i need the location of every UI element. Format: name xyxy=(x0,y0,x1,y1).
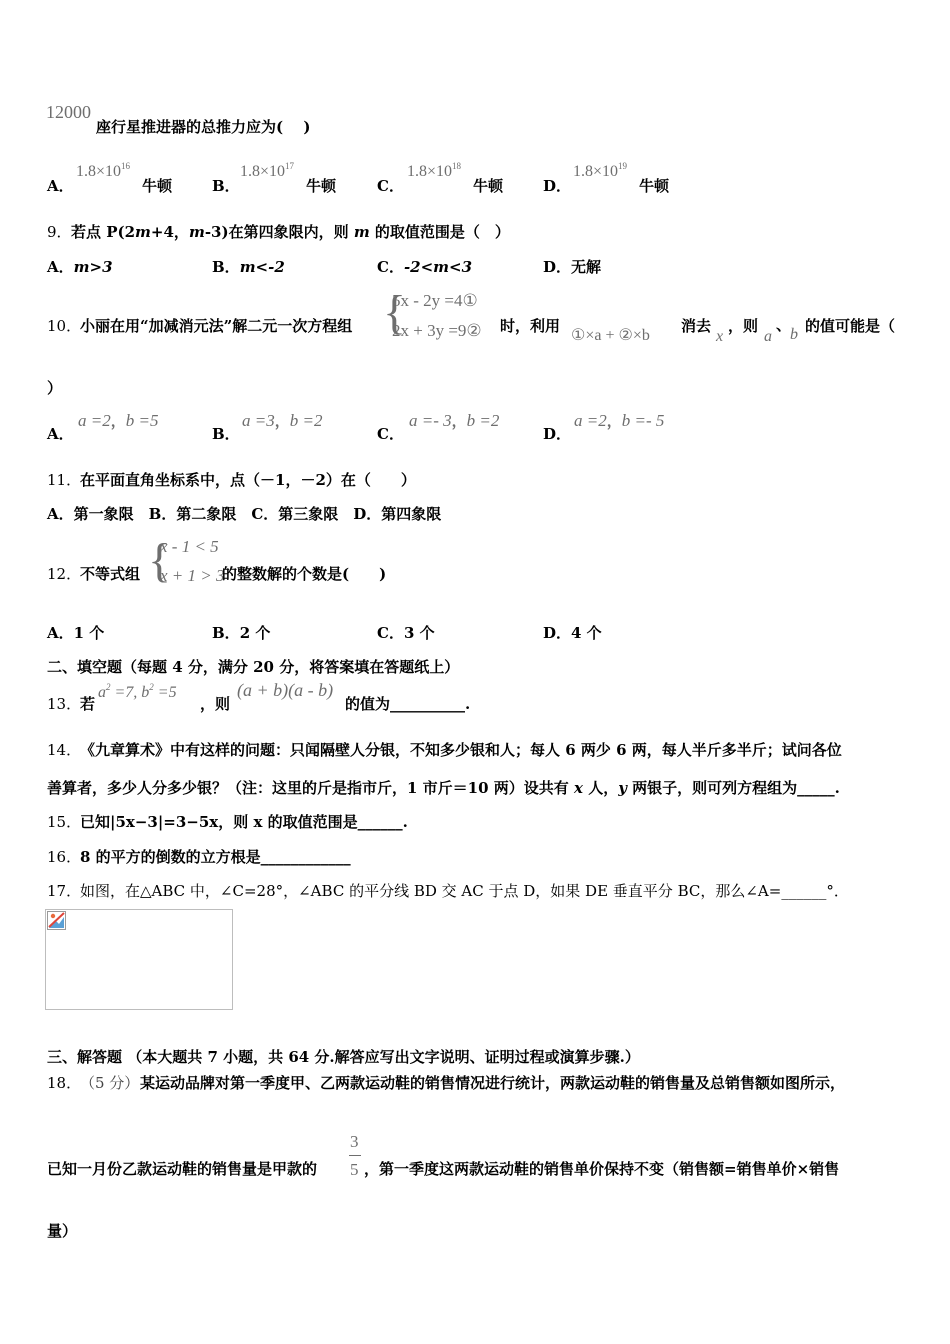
q12-inequality-1: x - 1 < 5 xyxy=(160,537,219,556)
q8-option-b-label: B． xyxy=(212,177,240,195)
q12-number: 12． xyxy=(47,565,82,583)
q14-line-1: 《九章算术》中有这样的问题：只闻隔壁人分银，不知多少银和人；每人 6 两少 6 两，每人半斤多半斤；试问各位 xyxy=(80,741,842,759)
q10-text-shiliyong: 时，利用 xyxy=(500,317,561,335)
q10-var-a: a xyxy=(764,328,772,345)
q10-number: 10． xyxy=(47,317,82,335)
q8-option-a-label: A． xyxy=(47,177,74,195)
q10-text-xiaoqu: 消去 xyxy=(681,317,712,335)
q9-number: 9． xyxy=(47,223,72,241)
q15-number: 15． xyxy=(47,813,82,831)
q10-option-c-label: C． xyxy=(377,425,404,443)
q9-option-c: C．-2<m<3 xyxy=(377,258,473,276)
q10-expression: ①×a + ②×b xyxy=(571,327,650,344)
q11-question-text: 在平面直角坐标系中，点（－1，－2）在（ ） xyxy=(80,471,416,489)
q18-fraction-denominator: 5 xyxy=(350,1160,359,1179)
q8-number: 12000 xyxy=(46,102,91,122)
q14-line-2: 善算者，多少人分多少银？（注：这里的斤是指市斤，1 市斤＝10 两）设共有 x 人，y 两银子，则可列方程组为_____. xyxy=(47,779,840,797)
q10-option-c-value: a =- 3，b =2 xyxy=(409,411,500,430)
q10-option-a-value: a =2，b =5 xyxy=(78,411,159,430)
q18-fraction-bar xyxy=(349,1155,361,1156)
q11-number: 11． xyxy=(47,471,82,489)
q13-text-ze: ，则 xyxy=(200,695,231,713)
q8-option-d-unit: 牛顿 xyxy=(639,177,670,195)
q18-line-3: 量） xyxy=(47,1222,78,1240)
q15-question-text: 已知|5x−3|=3−5x，则 x 的取值范围是______. xyxy=(80,813,408,831)
q10-text-ze: ，则 xyxy=(728,317,759,335)
q14-number: 14． xyxy=(47,741,82,759)
q16-question-text: 8 的平方的倒数的立方根是____________ xyxy=(80,848,351,866)
q12-option-c: C．3 个 xyxy=(377,624,435,642)
q9-option-d: D．无解 xyxy=(543,258,602,276)
q8-option-c-label: C． xyxy=(377,177,404,195)
q10-equation-1: 5x - 2y =4① xyxy=(392,291,478,310)
q13-condition: $a^2 =7$, $b^2 =5$ xyxy=(98,682,177,701)
q10-close-paren: ） xyxy=(47,379,63,397)
q17-question-text: 如图，在△ABC 中，∠C=28°，∠ABC 的平分线 BD 交 AC 于点 D，如果 DE 垂直平分 BC，那么∠A=______°． xyxy=(80,882,849,900)
q10-separator: 、 xyxy=(776,316,792,334)
q10-equation-2: 2x + 3y =9② xyxy=(392,321,482,340)
q9-option-b: B．m<-2 xyxy=(212,258,285,276)
q12-brace: { xyxy=(148,534,172,587)
q10-option-b-value: a =3，b =2 xyxy=(242,411,323,430)
q18-line-2b: ，第一季度这两款运动鞋的销售单价保持不变（销售额=销售单价×销售 xyxy=(364,1160,840,1178)
q17-number: 17． xyxy=(47,882,82,900)
q9-option-a: A．m>3 xyxy=(47,258,113,276)
q12-text-part2: 的整数解的个数是( ) xyxy=(222,565,387,583)
q18-line-1: 某运动品牌对第一季度甲、乙两款运动鞋的销售情况进行统计，两款运动鞋的销售量及总销售额如图所示， xyxy=(140,1074,846,1092)
q10-option-b-label: B． xyxy=(212,425,240,443)
q12-inequality-2: x + 1 > 3 xyxy=(160,566,225,585)
q8-option-c-unit: 牛顿 xyxy=(473,177,504,195)
q8-option-a-unit: 牛顿 xyxy=(142,177,173,195)
q12-option-d: D．4 个 xyxy=(543,624,602,642)
q10-var-b: b xyxy=(790,326,798,343)
q10-brace: { xyxy=(383,286,407,339)
q8-question-text: 座行星推进器的总推力应为( ) xyxy=(96,118,311,136)
q10-question-text: 小丽在用“加减消元法”解二元一次方程组 xyxy=(80,317,353,335)
q11-options: A．第一象限 B．第二象限 C．第三象限 D．第四象限 xyxy=(47,505,442,523)
q18-line-2a: 已知一月份乙款运动鞋的销售量是甲款的 xyxy=(47,1160,318,1178)
broken-image-icon xyxy=(47,911,67,931)
section-3-title: 三、解答题 （本大题共 7 小题，共 64 分.解答应写出文字说明、证明过程或演算步骤.） xyxy=(47,1048,640,1066)
q13-expression: (a + b)(a - b) xyxy=(237,680,334,700)
q8-option-c-value: $1.8\times 10^{18}$ xyxy=(407,161,462,180)
q12-option-b: B．2 个 xyxy=(212,624,271,642)
q13-text-ruo: 若 xyxy=(80,695,96,713)
q18-score: （5 分） xyxy=(80,1074,140,1092)
q12-text-part1: 不等式组 xyxy=(80,565,141,583)
q10-text-tail: 的值可能是（ xyxy=(805,317,896,335)
q10-option-d-label: D． xyxy=(543,425,572,443)
section-2-title: 二、填空题（每题 4 分，满分 20 分，将答案填在答题纸上） xyxy=(47,658,460,676)
q9-question-text: 若点 P(2m+4，m-3)在第四象限内，则 m 的取值范围是（ ） xyxy=(71,223,510,241)
q8-option-d-value: $1.8\times 10^{19}$ xyxy=(573,161,628,180)
q13-number: 13． xyxy=(47,695,82,713)
q10-option-a-label: A． xyxy=(47,425,74,443)
q10-var-x: x xyxy=(716,328,724,345)
q12-option-a: A．1 个 xyxy=(47,624,105,642)
q17-figure-placeholder xyxy=(45,909,233,1010)
q8-option-b-unit: 牛顿 xyxy=(306,177,337,195)
q10-option-d-value: a =2，b =- 5 xyxy=(574,411,665,430)
q18-fraction-numerator: 3 xyxy=(350,1132,359,1151)
q8-option-b-value: $1.8\times 10^{17}$ xyxy=(240,161,295,180)
q16-number: 16． xyxy=(47,848,82,866)
q13-text-tail: 的值为__________. xyxy=(345,695,471,713)
q18-number: 18． xyxy=(47,1074,82,1092)
q8-option-a-value: $1.8\times 10^{16}$ xyxy=(76,161,131,180)
q8-option-d-label: D． xyxy=(543,177,572,195)
